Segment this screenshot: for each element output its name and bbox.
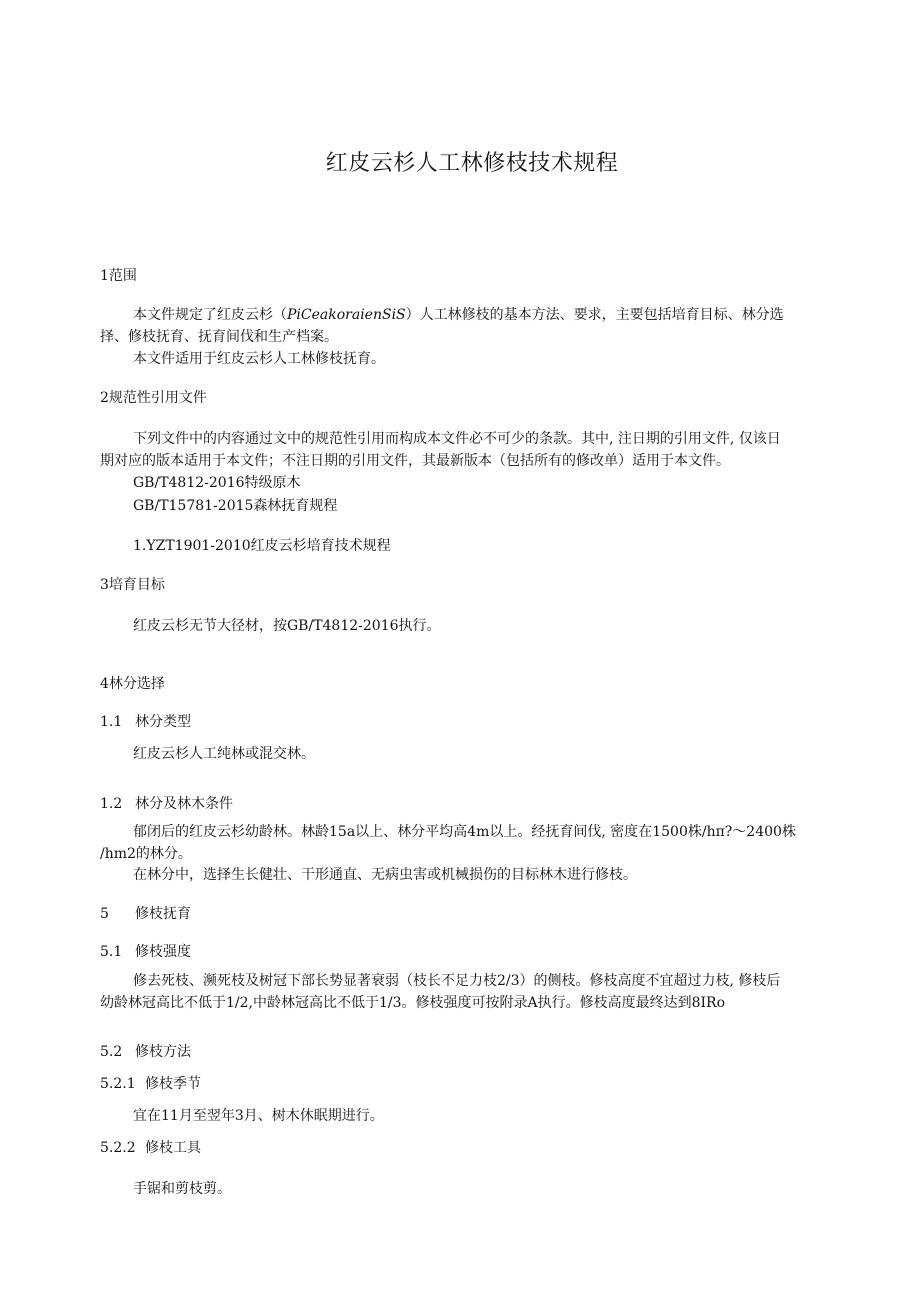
subsection-number: 1.1 [100, 714, 123, 730]
text-run: 本文件规定了红皮云杉（ [133, 307, 287, 323]
subsection-5-1-heading [100, 943, 191, 961]
subsection-number: 1.2 [100, 796, 123, 812]
section-1-heading: 1范围 [100, 268, 137, 284]
text-run: ）人工林修枝的基本方法、要求，主要包括培育目标、林分选 [405, 307, 784, 323]
subsection-number: 5.1 [100, 944, 123, 960]
section-1-paragraph-1-line-2: 择、修枝抚育、抚育间伐和生产档案。 [100, 329, 338, 345]
section-4-heading: 4林分选择 [100, 676, 165, 692]
subsection-number: 5.2 [100, 1044, 123, 1060]
section-title: 修枝抚育 [135, 906, 191, 922]
subsection-number: 5.2.2 [100, 1140, 136, 1156]
subsection-4-2-paragraph-1-line-1: 郁闭后的红皮云杉幼龄林。林龄15a以上、林分平均高4m以上。经抚育间伐, 密度在1500株/hπ?～2400株 [133, 824, 796, 840]
reference-item: GB/T15781-2015森林抚育规程 [133, 498, 338, 514]
section-1-paragraph-1-line-1 [133, 306, 784, 324]
section-1-paragraph-2: 本文件适用于红皮云杉人工林修枝抚育。 [133, 351, 385, 367]
section-5-heading [100, 905, 191, 923]
subsection-5-2-2-heading [100, 1139, 201, 1157]
reference-item: GB/T4812-2016特级原木 [133, 475, 301, 491]
section-2-paragraph-line-1: 下列文件中的内容通过文中的规范性引用而构成本文件必不可少的条款。其中, 注日期的引用文件, 仅该日 [133, 431, 781, 447]
section-3-heading: 3培育目标 [100, 577, 165, 593]
subsection-4-2-paragraph-2: 在林分中，选择生长健壮、干形通直、无病虫害或机械损伤的目标林木进行修枝。 [133, 867, 637, 883]
latin-name: PiCeakoraienSiS [287, 307, 406, 323]
subsection-5-2-1-heading [100, 1075, 201, 1093]
subsection-4-2-paragraph-1-line-2: /hm2的林分。 [100, 846, 192, 862]
subsection-5-2-2-paragraph: 手锯和剪枝剪。 [133, 1181, 231, 1197]
subsection-5-2-heading [100, 1043, 191, 1061]
subsection-4-1-paragraph: 红皮云杉人工纯林或混交林。 [133, 746, 315, 762]
subsection-title: 修枝强度 [135, 944, 191, 960]
subsection-4-1-heading [100, 713, 191, 731]
subsection-title: 林分类型 [135, 714, 191, 730]
document-title: 红皮云杉人工林修枝技术规程 [325, 151, 619, 176]
section-number: 5 [100, 906, 109, 922]
subsection-title: 修枝季节 [145, 1076, 201, 1092]
subsection-5-1-paragraph-line-2: 幼龄林冠高比不低于1/2,中龄林冠高比不低于1/3。修枝强度可按附录A执行。修枝高度最终达到8IRo [100, 995, 726, 1011]
section-2-heading: 2规范性引用文件 [100, 390, 207, 406]
subsection-4-2-heading [100, 795, 233, 813]
section-3-paragraph: 红皮云杉无节大径材，按GB/T4812-2016执行。 [133, 618, 441, 634]
subsection-title: 林分及林木条件 [135, 796, 233, 812]
section-2-paragraph-line-2: 期对应的版本适用于本文件；不注日期的引用文件，其最新版本（包括所有的修改单）适用于本文件。 [100, 453, 730, 469]
reference-item: 1.YZT1901-2010红皮云杉培育技术规程 [133, 538, 391, 554]
subsection-5-1-paragraph-line-1: 修去死枝、濒死枝及树冠下部长势显著衰弱（枝长不足力枝2/3）的侧枝。修枝高度不宜超过力枝, 修枝后 [133, 973, 781, 989]
subsection-5-2-1-paragraph: 宜在11月至翌年3月、树木休眠期进行。 [133, 1108, 384, 1124]
subsection-title: 修枝方法 [135, 1044, 191, 1060]
subsection-title: 修枝工具 [145, 1140, 201, 1156]
subsection-number: 5.2.1 [100, 1076, 136, 1092]
